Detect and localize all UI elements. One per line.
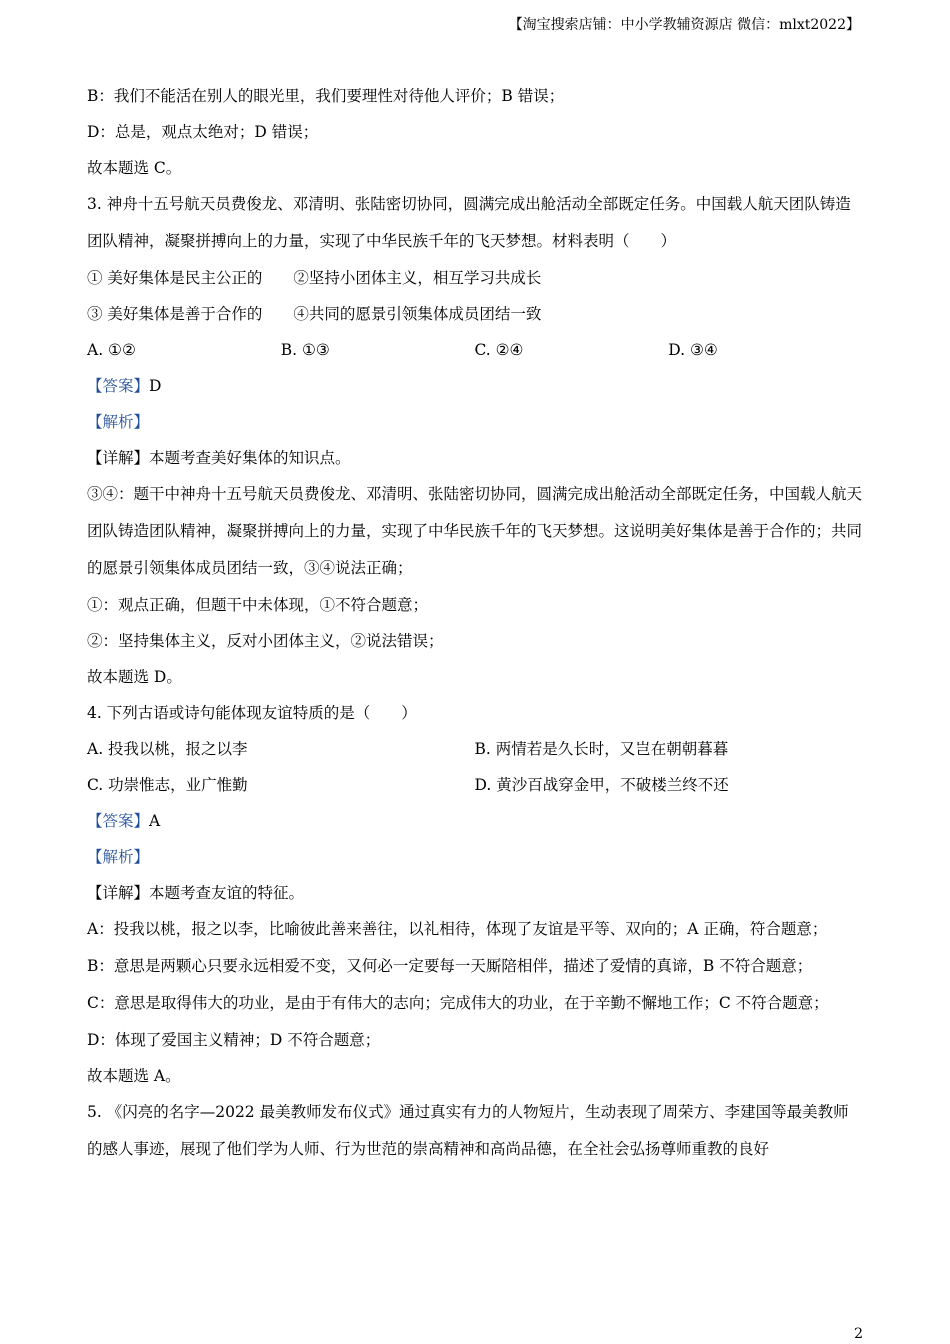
explanation-line: B：意思是两颗心只要永远相爱不变，又何必一定要每一天厮陪相伴，描述了爱情的真谛，B 不符合题意；	[87, 957, 813, 975]
page-number: 2	[854, 1326, 863, 1342]
answer-value: D	[149, 377, 162, 395]
explanation-line: D：体现了爱国主义精神；D 不符合题意；	[87, 1031, 381, 1049]
explanation-line: C：意思是取得伟大的功业，是由于有伟大的志向；完成伟大的功业，在于辛勤不懈地工作；C 不符合题意；	[87, 994, 829, 1012]
document-body	[87, 78, 862, 1168]
question-3-analysis	[87, 404, 862, 440]
question-4-options-row	[87, 767, 862, 803]
option-a: A. 投我以桃，报之以李	[87, 740, 248, 758]
explanation-line: ①：观点正确，但题干中未体现，①不符合题意；	[87, 596, 429, 614]
question-3-stem: 3. 神舟十五号航天员费俊龙、邓清明、张陆密切协同，圆满完成出舱活动全部既定任务。中国载人航天团队铸造团队精神，凝聚拼搏向上的力量，实现了中华民族千年的飞天梦想。材料表明（ ）	[87, 195, 851, 250]
question-4-detail	[87, 875, 862, 911]
question-4-options-row	[87, 731, 862, 767]
option-b: B. ①③	[280, 341, 330, 359]
detail-text: 本题考查友谊的特征。	[149, 884, 305, 902]
text-line: B：我们不能活在别人的眼光里，我们要理性对待他人评价；B 错误；	[87, 87, 565, 105]
explanation-line: 故本题选 A。	[87, 1067, 181, 1085]
option-d: D. ③④	[668, 341, 718, 359]
option-b: B. 两情若是久长时，又岂在朝朝暮暮	[474, 740, 729, 758]
detail-tag: 【详解】	[87, 449, 150, 467]
option-a: A. ①②	[87, 341, 136, 359]
explanation-line: ②：坚持集体主义，反对小团体主义，②说法错误；	[87, 632, 444, 650]
page-header: 【淘宝搜索店铺：中小学教辅资源店 微信：mlxt2022】	[508, 17, 860, 33]
detail-text: 本题考查美好集体的知识点。	[149, 449, 351, 467]
question-5-stem: 5. 《闪亮的名字—2022 最美教师发布仪式》通过真实有力的人物短片，生动表现了周荣方、李建国等最美教师的感人事迹，展现了他们学为人师、行为世范的崇高精神和高尚品德，在全社会弘扬尊师重教的良好	[87, 1103, 849, 1158]
answer-tag: 【答案】	[87, 812, 150, 830]
option-c: C. ②④	[474, 341, 524, 359]
text-line: 故本题选 C。	[87, 159, 182, 177]
question-4-stem: 4. 下列古语或诗句能体现友谊特质的是（ ）	[87, 704, 417, 722]
option-c: C. 功崇惟志，业广惟勤	[87, 776, 248, 794]
explanation-line: A：投我以桃，报之以李，比喻彼此善来善往，以礼相待，体现了友谊是平等、双向的；A 正确，符合题意；	[87, 920, 828, 938]
question-4-analysis	[87, 839, 862, 875]
option-d: D. 黄沙百战穿金甲，不破楼兰终不还	[474, 776, 729, 794]
question-3-statement: ③ 美好集体是善于合作的 ④共同的愿景引领集体成员团结一致	[87, 305, 542, 323]
analysis-tag: 【解析】	[87, 413, 150, 431]
explanation-line: 故本题选 D。	[87, 668, 182, 686]
question-3-statement: ① 美好集体是民主公正的 ②坚持小团体主义，相互学习共成长	[87, 269, 542, 287]
question-4-answer	[87, 803, 862, 839]
answer-tag: 【答案】	[87, 377, 150, 395]
answer-value: A	[149, 812, 161, 830]
detail-tag: 【详解】	[87, 884, 150, 902]
question-3-options	[87, 332, 862, 368]
text-line: D：总是，观点太绝对；D 错误；	[87, 123, 319, 141]
analysis-tag: 【解析】	[87, 848, 150, 866]
question-3-detail	[87, 440, 862, 476]
question-3-answer	[87, 368, 862, 404]
explanation-line: ③④：题干中神舟十五号航天员费俊龙、邓清明、张陆密切协同，圆满完成出舱活动全部既定任务，中国载人航天团队铸造团队精神，凝聚拼搏向上的力量，实现了中华民族千年的飞天梦想。这说明美好集体是善于合作的；共同的愿景引领集体成员团结一致，③④说法正确；	[87, 485, 863, 577]
